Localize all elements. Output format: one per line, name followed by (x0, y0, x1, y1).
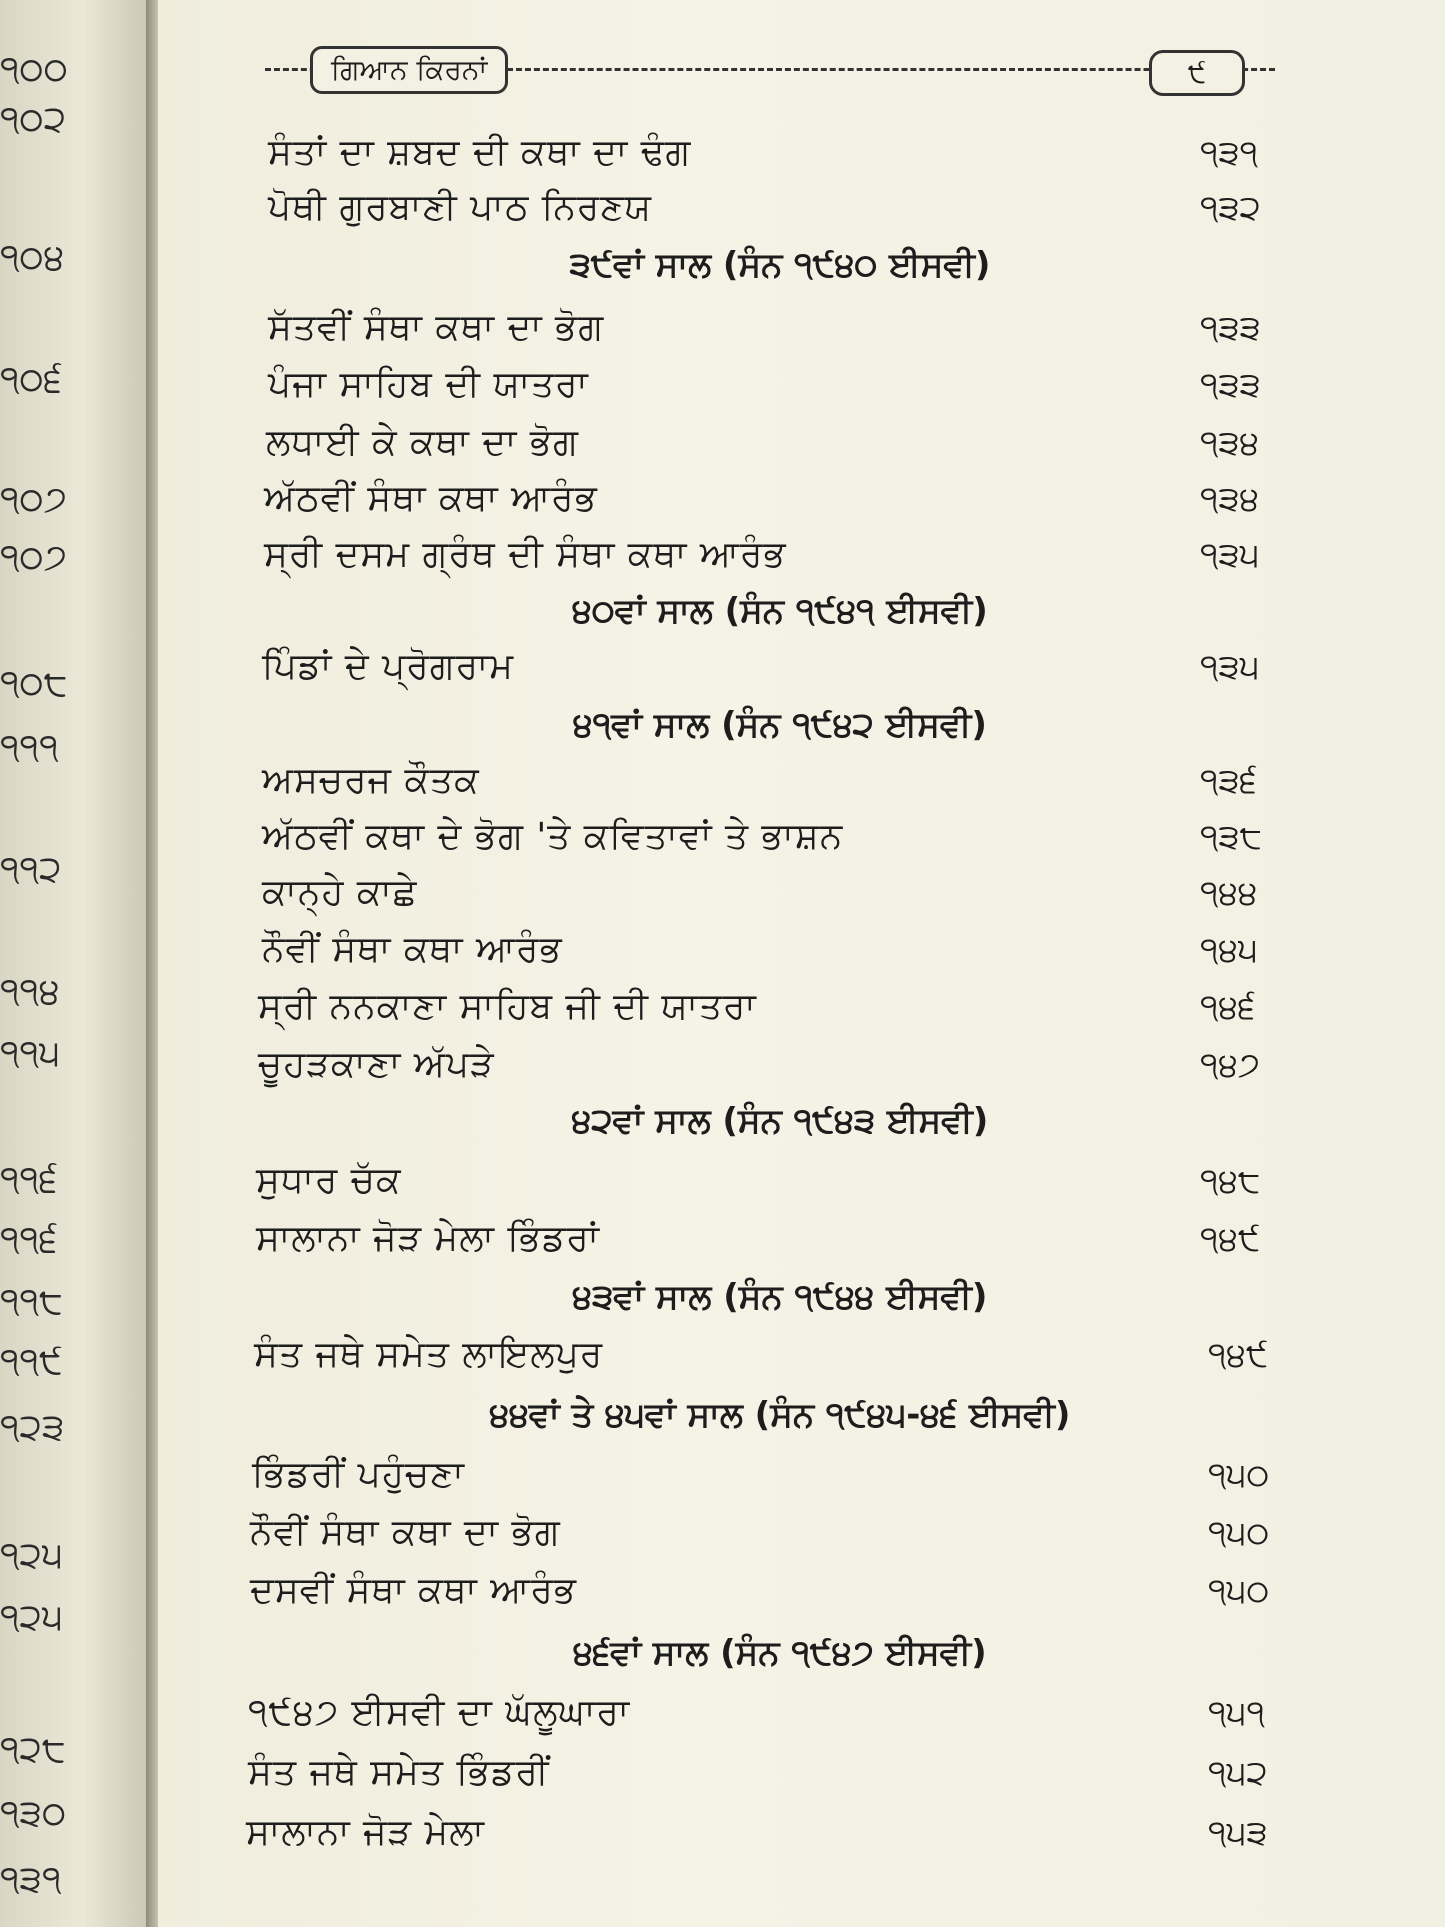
toc-entry (262, 756, 1312, 806)
toc-entry-page: ੧੪੮ (1200, 1161, 1261, 1201)
toc-entry (250, 1508, 1300, 1558)
toc-entry (264, 530, 1314, 580)
toc-entry (262, 868, 1312, 918)
toc-entry-title: ਸ੍ਰੀ ਦਸਮ ਗ੍ਰੰਥ ਦੀ ਸੰਥਾ ਕਥਾ ਆਰੰਭ (264, 534, 787, 575)
toc-entry-page: ੧੪੯ (1208, 1335, 1269, 1375)
left-page-number: ੧੦੦ (0, 49, 68, 90)
toc-entry-title: ਨੌਵੀਂ ਸੰਥਾ ਕਥਾ ਆਰੰਭ (262, 929, 563, 970)
section-heading: ੪੧ਵਾਂ ਸਾਲ (ਸੰਨ ੧੯੪੨ ਈਸਵੀ) (573, 705, 987, 745)
left-page-number: ੧੧੬ (0, 1159, 58, 1200)
toc-entry (258, 1040, 1308, 1090)
section-heading: ੪੬ਵਾਂ ਸਾਲ (ਸੰਨ ੧੯੪੭ ਈਸਵੀ) (573, 1633, 987, 1673)
toc-entry-title: ਸੁਧਾਰ ਚੱਕ (256, 1160, 402, 1201)
left-page-number: ੧੨੮ (0, 1729, 66, 1770)
section-heading: ੪੨ਵਾਂ ਸਾਲ (ਸੰਨ ੧੯੪੩ ਈਸਵੀ) (571, 1101, 989, 1141)
left-page-number: ੧੦੬ (0, 359, 63, 400)
toc-entry-page: ੧੩੬ (1200, 761, 1257, 801)
toc-entry (252, 1450, 1302, 1500)
left-page-number: ੧੨੫ (0, 1597, 64, 1638)
left-page-number: ੧੨੫ (0, 1535, 64, 1576)
toc-entry-page: ੧੫੧ (1208, 1693, 1265, 1733)
toc-entry-page: ੧੩੮ (1200, 817, 1263, 857)
running-header (265, 40, 1275, 96)
toc-entry-page: ੧੫੦ (1208, 1455, 1270, 1495)
page-number: ੯ (1149, 50, 1245, 96)
toc-entry (258, 982, 1308, 1032)
toc-entry-title: ਸ੍ਰੀ ਨਨਕਾਣਾ ਸਾਹਿਬ ਜੀ ਦੀ ਯਾਤਰਾ (258, 986, 757, 1027)
toc-entry (248, 1748, 1298, 1798)
left-page-number: ੧੧੮ (0, 1281, 63, 1322)
left-page-number: ੧੦੭ (0, 479, 67, 520)
toc-entry-title: ਪੋਥੀ ਗੁਰਬਾਣੀ ਪਾਠ ਨਿਰਣਯ (268, 187, 653, 228)
toc-entry (262, 642, 1312, 692)
toc-entry-page: ੧੩੧ (1200, 133, 1259, 173)
toc-entry-title: ਸੰਤ ਜਥੇ ਸਮੇਤ ਲਾਇਲਪੁਰ (254, 1334, 604, 1375)
toc-entry (256, 1156, 1306, 1206)
toc-entry-page: ੧੫੦ (1208, 1513, 1270, 1553)
toc-entry (266, 418, 1316, 468)
toc-entry-title: ਪੰਜਾ ਸਾਹਿਬ ਦੀ ਯਾਤਰਾ (268, 364, 589, 405)
toc-entry-title: ਸੱਤਵੀਂ ਸੰਥਾ ਕਥਾ ਦਾ ਭੋਗ (268, 307, 605, 348)
toc-entry-page: ੧੩੩ (1200, 308, 1261, 348)
toc-entry-title: ਕਾਨ੍ਹੇ ਕਾਛੇ (262, 872, 418, 913)
toc-entry-title: ਦਸਵੀਂ ਸੰਥਾ ਕਥਾ ਆਰੰਭ (250, 1570, 577, 1611)
toc-entry-page: ੧੪੭ (1200, 1045, 1260, 1085)
left-page-number: ੧੨੩ (0, 1407, 65, 1448)
left-page-number: ੧੧੬ (0, 1219, 58, 1260)
toc-entry-title: ਸੰਤਾਂ ਦਾ ਸ਼ਬਦ ਦੀ ਕਥਾ ਦਾ ਢੰਗ (268, 132, 692, 173)
toc-entry (256, 1214, 1306, 1264)
book-title: ਗਿਆਨ ਕਿਰਨਾਂ (310, 46, 508, 94)
toc-entry-page: ੧੫੦ (1208, 1571, 1270, 1611)
toc-entry-title: ਪਿੰਡਾਂ ਦੇ ਪ੍ਰੋਗਰਾਮ (262, 646, 515, 687)
left-page-number: ੧੦੪ (0, 237, 65, 278)
toc-entry (264, 474, 1314, 524)
left-page-number: ੧੦੨ (0, 99, 67, 140)
section-heading: ੪੪ਵਾਂ ਤੇ ੪੫ਵਾਂ ਸਾਲ (ਸੰਨ ੧੯੪੫-੪੬ ਈਸਵੀ) (489, 1395, 1071, 1435)
section-heading: ੪੦ਵਾਂ ਸਾਲ (ਸੰਨ ੧੯੪੧ ਈਸਵੀ) (572, 591, 988, 631)
toc-entry (262, 925, 1312, 975)
left-page-number: ੧੦੮ (0, 663, 68, 704)
toc-entry-page: ੧੪੯ (1200, 1219, 1261, 1259)
toc-entry (246, 1808, 1296, 1858)
section-heading: ੩੯ਵਾਂ ਸਾਲ (ਸੰਨ ੧੯੪੦ ਈਸਵੀ) (569, 245, 991, 285)
toc-entry (250, 1566, 1300, 1616)
toc-entry-title: ੧੯੪੭ ਈਸਵੀ ਦਾ ਘੱਲੂਘਾਰਾ (248, 1692, 631, 1733)
toc-entry-title: ਲਧਾਈ ਕੇ ਕਥਾ ਦਾ ਭੋਗ (266, 422, 579, 463)
section-heading: ੪੩ਵਾਂ ਸਾਲ (ਸੰਨ ੧੯੪੪ ਈਸਵੀ) (572, 1277, 988, 1317)
toc-entry-title: ਭਿੰਡਰੀਂ ਪਹੁੰਚਣਾ (252, 1454, 465, 1495)
toc-entry-page: ੧੫੩ (1208, 1813, 1268, 1853)
toc-entry (268, 128, 1318, 178)
toc-entry-title: ਅੱਠਵੀਂ ਸੰਥਾ ਕਥਾ ਆਰੰਭ (264, 478, 598, 519)
toc-entry-page: ੧੫੨ (1208, 1753, 1268, 1793)
toc-entry (248, 1688, 1298, 1738)
toc-entry (262, 812, 1312, 862)
left-page (0, 0, 152, 1927)
toc-entry-title: ਨੌਵੀਂ ਸੰਥਾ ਕਥਾ ਦਾ ਭੋਗ (250, 1512, 561, 1553)
toc-entry-page: ੧੩੪ (1200, 479, 1260, 519)
toc-entry-title: ਸਾਲਾਨਾ ਜੋੜ ਮੇਲਾ (246, 1812, 485, 1853)
left-page-number: ੧੦੭ (0, 537, 67, 578)
toc-entry (254, 1330, 1304, 1380)
toc-entry (268, 183, 1318, 233)
left-page-number: ੧੧੯ (0, 1341, 63, 1382)
left-page-number: ੧੧੧ (0, 727, 59, 768)
toc-entry-title: ਅੱਠਵੀਂ ਕਥਾ ਦੇ ਭੋਗ 'ਤੇ ਕਵਿਤਾਵਾਂ ਤੇ ਭਾਸ਼ਨ (262, 816, 844, 857)
toc-entry-page: ੧੩੫ (1200, 535, 1260, 575)
left-page-number: ੧੧੫ (0, 1033, 61, 1074)
left-page-number: ੧੩੦ (0, 1793, 67, 1834)
toc-entry-page: ੧੪੬ (1200, 987, 1256, 1027)
toc-entry-page: ੧੩੩ (1200, 365, 1261, 405)
toc-entry-title: ਸੰਤ ਜਥੇ ਸਮੇਤ ਭਿੰਡਰੀਂ (248, 1752, 550, 1793)
toc-entry-title: ਅਸਚਰਜ ਕੌਤਕ (262, 760, 480, 801)
toc-entry-title: ਚੂਹੜਕਾਣਾ ਅੱਪੜੇ (258, 1044, 495, 1085)
toc-entry-page: ੧੩੫ (1200, 647, 1260, 687)
left-page-number: ੧੧੪ (0, 971, 60, 1012)
left-page-number: ੧੧੨ (0, 849, 62, 890)
toc-entry-page: ੧੪੪ (1200, 873, 1258, 913)
toc-entry-page: ੧੩੨ (1200, 188, 1261, 228)
toc-entry (268, 360, 1318, 410)
toc-entry (268, 303, 1318, 353)
toc-entry-page: ੧੩੪ (1200, 423, 1260, 463)
toc-entry-title: ਸਾਲਾਨਾ ਜੋੜ ਮੇਲਾ ਭਿੰਡਰਾਂ (256, 1218, 600, 1259)
toc-entry-page: ੧੪੫ (1200, 930, 1259, 970)
left-page-number: ੧੩੧ (0, 1859, 62, 1900)
